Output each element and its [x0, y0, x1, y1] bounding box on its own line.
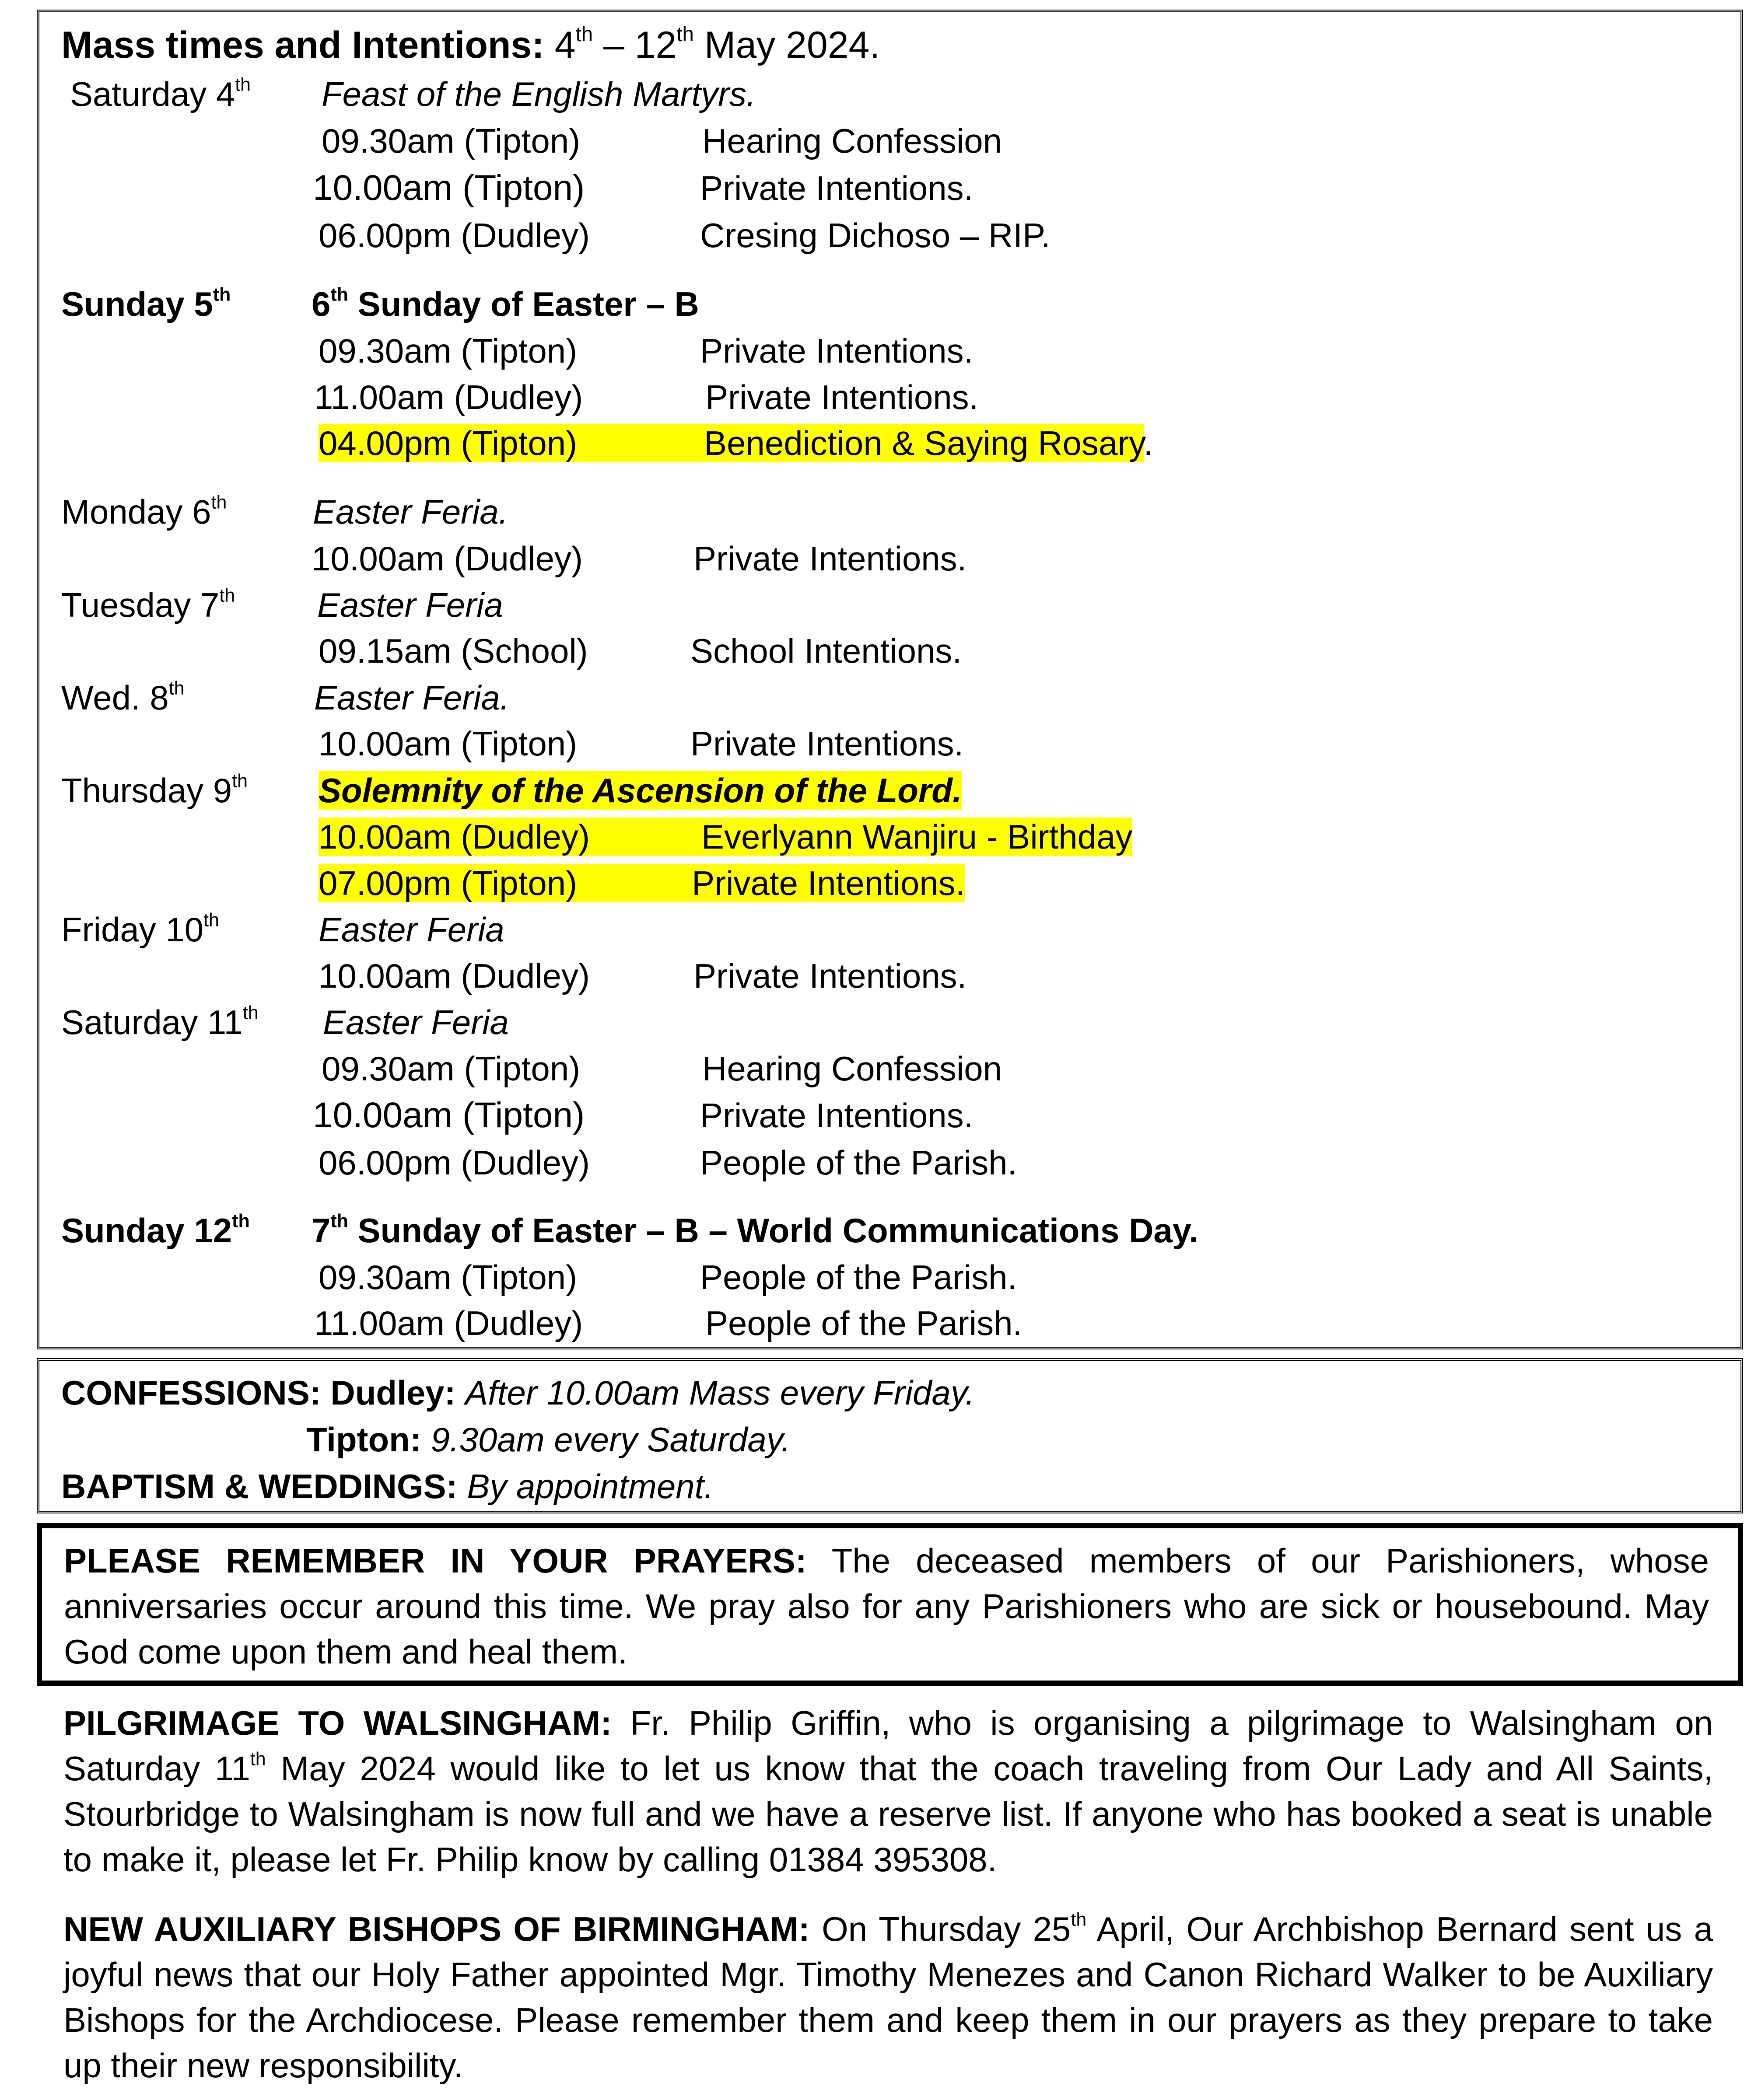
mass-intention: Private Intentions. — [693, 539, 967, 578]
mass-time: 06.00pm (Dudley) — [319, 216, 590, 255]
mass-intention: Private Intentions. — [700, 332, 974, 370]
mass-time: 10.00am (Tipton) — [319, 724, 578, 763]
mass-time: 10.00am (Dudley) — [319, 957, 590, 995]
mass-time: 09.30am (Tipton) — [322, 1049, 581, 1088]
day-label: Tuesday 7th — [61, 585, 235, 624]
mass-intention: Private Intentions. — [693, 957, 967, 995]
mass-intention: People of the Parish. — [700, 1143, 1017, 1182]
mass-intention: Hearing Confession — [702, 122, 1002, 160]
feast-label: Easter Feria — [317, 586, 503, 624]
mass-time: 09.30am (Tipton) — [319, 332, 578, 370]
day-label: Friday 10th — [61, 909, 219, 949]
feast-label: Easter Feria. — [313, 493, 508, 531]
day-label: Monday 6th — [61, 492, 227, 531]
mass-intention: Cresing Dichoso – RIP. — [700, 216, 1051, 255]
mass-time: 06.00pm (Dudley) — [319, 1143, 590, 1182]
feast-label: 6th Sunday of Easter – B — [312, 284, 699, 323]
mass-time: 09.30am (Tipton) — [322, 122, 581, 160]
feast-label: Feast of the English Martyrs. — [322, 75, 756, 113]
mass-intention: Private Intentions. — [700, 1096, 974, 1135]
mass-time-highlighted: 04.00pm (Tipton) Benediction & Saying Rosary. — [319, 424, 1153, 462]
day-label: Sunday 5th — [61, 284, 231, 323]
day-label: Saturday 11th — [61, 1002, 259, 1041]
mass-time: 10.00am (Tipton) — [313, 168, 585, 208]
prayers-paragraph: PLEASE REMEMBER IN YOUR PRAYERS: The deceased members of our Parishioners, whose anniversaries occur around this time. We pray also for any Parishioners who are sick or housebound. May God come upon them and heal them. — [64, 1541, 1709, 1671]
mass-time: 11.00am (Dudley) — [314, 1304, 583, 1342]
mass-intention: People of the Parish. — [705, 1304, 1023, 1342]
day-label: Sunday 12th — [61, 1210, 250, 1250]
mass-time: 11.00am (Dudley) — [314, 378, 583, 416]
mass-intention: Hearing Confession — [702, 1049, 1002, 1088]
mass-intention: Private Intentions. — [705, 378, 979, 416]
mass-intention: Private Intentions. — [690, 724, 964, 763]
mass-intention: Private Intentions. — [700, 169, 974, 207]
mass-intention: People of the Parish. — [700, 1258, 1017, 1296]
day-label: Wed. 8th — [61, 678, 185, 717]
mass-time: 09.15am (School) — [319, 632, 588, 670]
feast-label: Easter Feria — [319, 910, 504, 949]
mass-time: 10.00am (Dudley) — [312, 539, 583, 578]
feast-label: 7th Sunday of Easter – B – World Communications Day. — [312, 1210, 1199, 1250]
feast-label: Easter Feria. — [314, 678, 510, 717]
mass-intention: School Intentions. — [690, 632, 962, 670]
confessions-dudley: CONFESSIONS: Dudley: After 10.00am Mass every Friday. — [61, 1373, 975, 1412]
feast-label: Easter Feria — [323, 1003, 509, 1041]
mass-times-title: Mass times and Intentions: 4th – 12th May 2024. — [61, 23, 880, 66]
bishops-paragraph: NEW AUXILIARY BISHOPS OF BIRMINGHAM: On Thursday 25th April, Our Archbishop Bernard sent us a joyful news that our Holy Father appointed Mgr. Timothy Menezes and Canon Richard Walker to be Auxiliary Bishops for the Archdiocese. Please remember them and keep them in our prayers as they prepare to take up their new responsibility. — [63, 1909, 1713, 2085]
day-label: Thursday 9th — [61, 770, 248, 810]
mass-time-highlighted: 10.00am (Dudley) Everlyann Wanjiru - Birthday — [319, 818, 1133, 856]
mass-time: 09.30am (Tipton) — [319, 1258, 578, 1296]
feast-label-highlighted: Solemnity of the Ascension of the Lord. — [319, 771, 962, 810]
mass-time: 10.00am (Tipton) — [313, 1095, 585, 1135]
baptism-weddings: BAPTISM & WEDDINGS: By appointment. — [61, 1467, 714, 1506]
confessions-tipton: Tipton: 9.30am every Saturday. — [306, 1420, 791, 1459]
mass-time-highlighted: 07.00pm (Tipton) Private Intentions. — [319, 864, 965, 902]
prayers-box — [37, 1523, 1743, 1686]
pilgrimage-paragraph: PILGRIMAGE TO WALSINGHAM: Fr. Philip Griffin, who is organising a pilgrimage to Walsingham on Saturday 11th May 2024 would like to let us know that the coach traveling from Our Lady and All Saints, Stourbridge to Walsingham is now full and we have a reserve list. If anyone who has booked a seat is unable to make it, please let Fr. Philip know by calling 01384 395308. — [63, 1704, 1713, 1879]
day-label: Saturday 4th — [70, 74, 251, 113]
